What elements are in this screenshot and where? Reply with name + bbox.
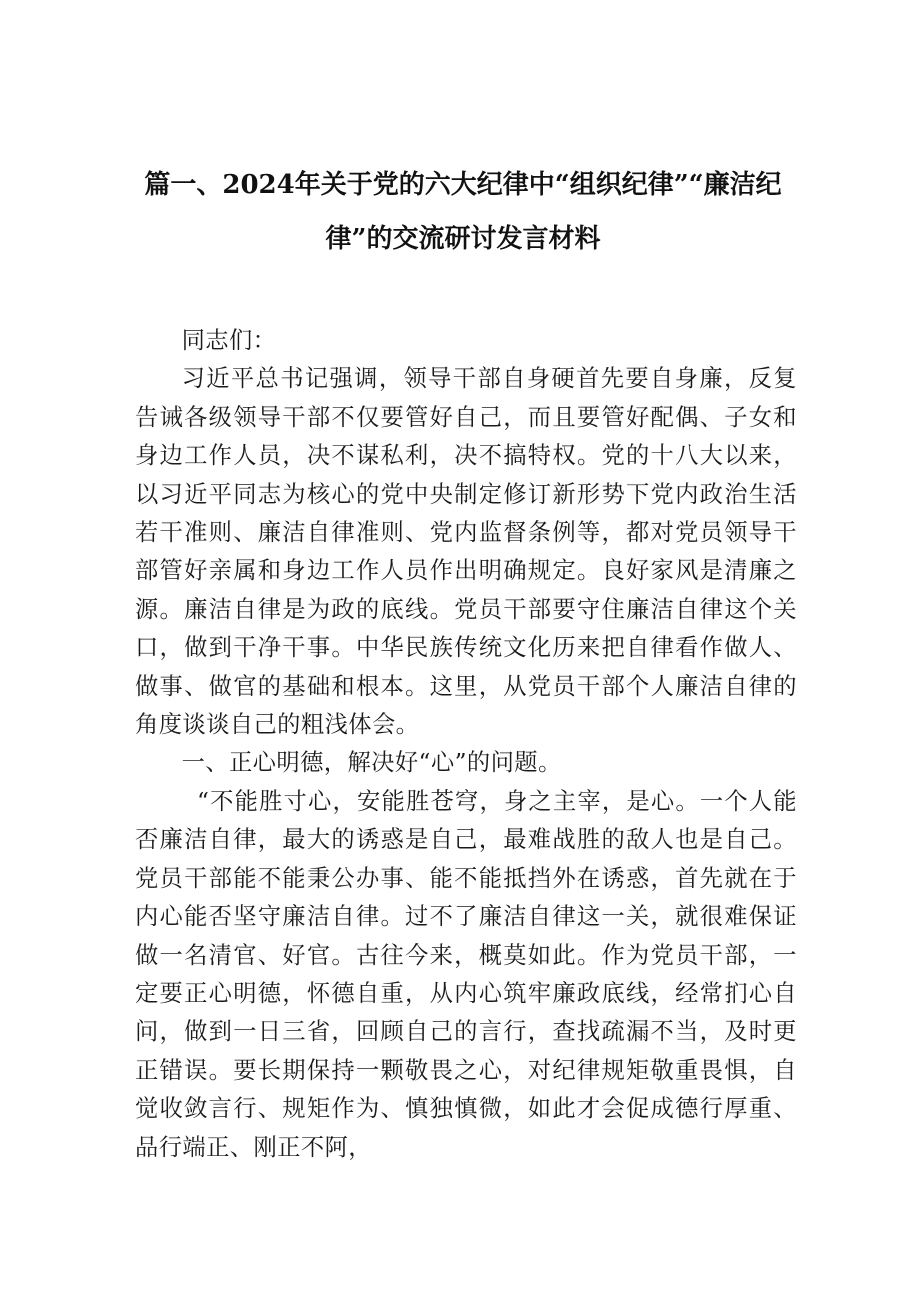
section-paragraph: “不能胜寸心，安能胜苍穹，身之主宰，是心。一个人能否廉洁自律，最大的诱惑是自己，最难战胜的敌人也是自己。党员干部能不能秉公办事、能不能抵挡外在诱惑，首先就在于内心能否坚守廉洁自律。过不了廉洁自律这一关，就很难保证做一名清官、好官。古往今来，概莫如此。作为党员干部，一定要正心明德，怀德自重，从内心筑牢廉政底线，经常扪心自问，做到一日三省，回顾自己的言行，查找疏漏不当，及时更正错误。要长期保持一颗敬畏之心，对纪律规矩敬重畏惧，自觉收敛言行、规矩作为、慎独慎微，如此才会促成德行厚重、品行端正、刚正不阿， (135, 787, 797, 1161)
section-heading: 一、正心明德，解决好“心”的问题。 (181, 749, 562, 777)
intro-paragraph: 习近平总书记强调，领导干部自身硬首先要自身廉，反复告诫各级领导干部不仅要管好自己，而且要管好配偶、子女和身边工作人员，决不谋私利，决不搞特权。党的十八大以来，以习近平同志为核心的党中央制定修订新形势下党内政治生活若干准则、廉洁自律准则、党内监督条例等，都对党员领导干部管好亲属和身边工作人员作出明确规定。良好家风是清廉之源。廉洁自律是为政的底线。党员干部要守住廉洁自律这个关口，做到干净干事。中华民族传统文化历来把自律看作做人、做事、做官的基础和根本。这里，从党员干部个人廉洁自律的角度谈谈自己的粗浅体会。 (135, 365, 797, 739)
document-title: 篇一、2024年关于党的六大纪律中“组织纪律”“廉洁纪律”的交流研讨发言材料 (144, 170, 782, 254)
document-body (135, 322, 797, 1167)
salutation: 同志们： (181, 327, 277, 354)
